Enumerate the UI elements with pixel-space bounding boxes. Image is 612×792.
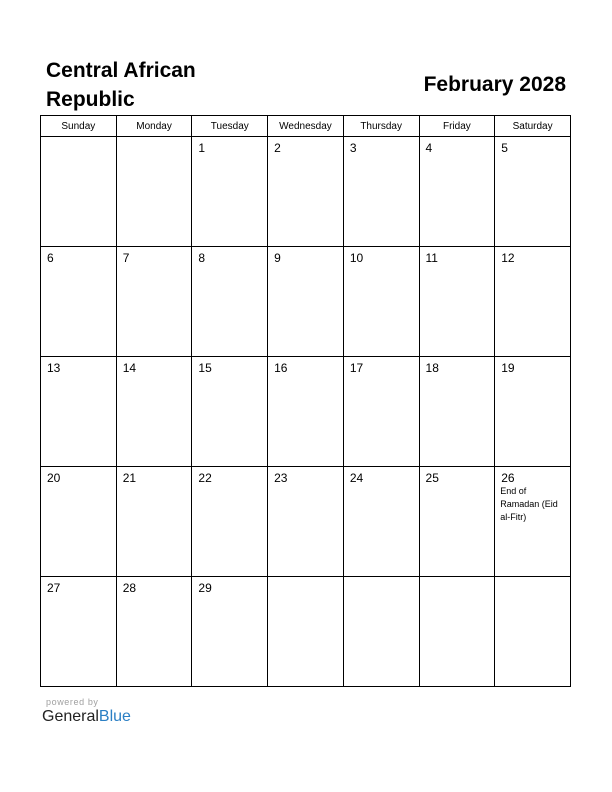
day-cell	[41, 467, 117, 577]
day-cell	[268, 577, 344, 687]
day-number: 2	[274, 141, 281, 155]
day-number: 28	[122, 581, 137, 595]
day-cell	[419, 467, 495, 577]
day-cell	[41, 577, 117, 687]
week-row-3	[41, 357, 571, 467]
week-row-1	[41, 137, 571, 247]
day-number: 9	[274, 251, 281, 265]
day-cell	[116, 357, 192, 467]
day-number: 26	[501, 471, 515, 485]
day-number: 19	[501, 361, 515, 375]
day-cell	[419, 137, 495, 247]
day-cell	[116, 137, 192, 247]
holiday-label: End of Ramadan (Eid al-Fitr)	[500, 486, 558, 522]
day-cell	[268, 137, 344, 247]
brand-logo-part2: Blue	[98, 708, 131, 725]
brand-logo	[42, 708, 131, 726]
day-number: 23	[274, 471, 288, 485]
day-cell	[192, 577, 268, 687]
day-cell	[343, 467, 419, 577]
day-cell	[495, 577, 571, 687]
day-cell	[343, 357, 419, 467]
day-cell	[41, 137, 117, 247]
weekday-tuesday: Tuesday	[192, 116, 268, 137]
day-cell	[419, 577, 495, 687]
day-number: 20	[47, 471, 61, 485]
day-cell	[495, 357, 571, 467]
day-number: 16	[274, 361, 288, 375]
calendar-grid	[40, 115, 571, 687]
day-number: 10	[349, 251, 364, 265]
day-number: 21	[122, 471, 137, 485]
day-cell	[41, 357, 117, 467]
powered-by-label: powered by	[46, 697, 99, 707]
day-cell	[192, 467, 268, 577]
week-row-2	[41, 247, 571, 357]
day-cell	[192, 357, 268, 467]
day-number: 17	[349, 361, 364, 375]
day-number: 18	[425, 361, 439, 375]
day-cell	[41, 247, 117, 357]
day-cell	[419, 247, 495, 357]
weekday-monday: Monday	[116, 116, 192, 137]
day-number: 14	[122, 361, 137, 375]
weekday-sunday: Sunday	[41, 116, 117, 137]
day-number: 13	[47, 361, 61, 375]
day-number: 15	[198, 361, 212, 375]
week-row-4	[41, 467, 571, 577]
weekday-saturday: Saturday	[495, 116, 571, 137]
day-cell	[495, 247, 571, 357]
day-cell	[495, 467, 571, 577]
weekday-header-row	[41, 116, 571, 137]
day-cell	[268, 357, 344, 467]
day-cell	[495, 137, 571, 247]
day-number: 12	[501, 251, 515, 265]
day-cell	[419, 357, 495, 467]
day-cell	[116, 247, 192, 357]
day-number: 6	[47, 251, 54, 265]
day-number: 5	[501, 141, 508, 155]
day-number: 11	[425, 251, 438, 265]
month-title: February 2028	[423, 73, 566, 96]
day-number: 3	[349, 141, 357, 155]
day-cell	[116, 467, 192, 577]
day-number: 25	[425, 471, 439, 485]
country-title: Central African Republic	[46, 59, 196, 111]
day-number: 4	[425, 141, 433, 155]
day-number: 27	[47, 581, 61, 595]
day-cell	[268, 247, 344, 357]
day-number: 22	[198, 471, 212, 485]
day-number: 1	[198, 141, 206, 155]
day-cell	[343, 577, 419, 687]
day-cell	[192, 137, 268, 247]
day-number: 8	[198, 251, 206, 265]
day-number: 29	[198, 581, 212, 595]
day-cell	[116, 577, 192, 687]
weekday-wednesday: Wednesday	[268, 116, 344, 137]
day-number: 7	[122, 251, 130, 265]
weekday-thursday: Thursday	[343, 116, 419, 137]
day-cell	[268, 467, 344, 577]
day-cell	[343, 247, 419, 357]
week-row-5	[41, 577, 571, 687]
day-number: 24	[349, 471, 364, 485]
weekday-friday: Friday	[419, 116, 495, 137]
brand-logo-part1: General	[42, 708, 99, 725]
day-cell	[192, 247, 268, 357]
day-cell	[343, 137, 419, 247]
